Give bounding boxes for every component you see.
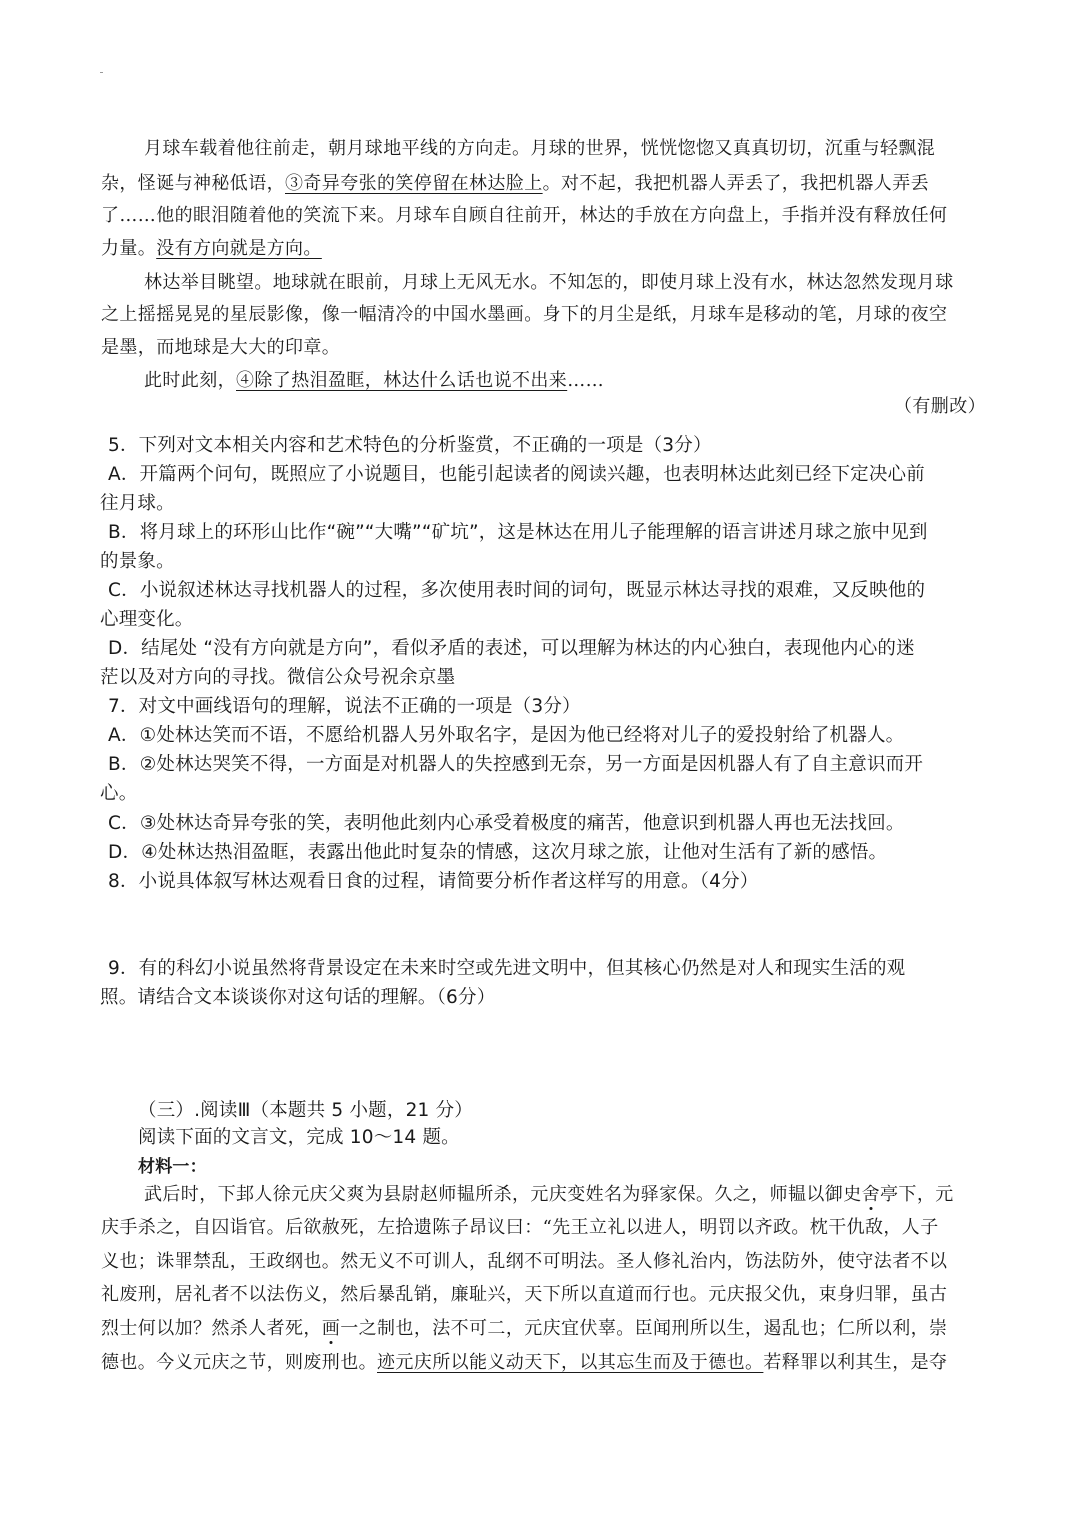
passage-line: 此时此刻，④除了热泪盈眶，林达什么话也说不出来…… bbox=[144, 370, 605, 391]
underlined-sentence-4: ④除了热泪盈眶，林达什么话也说不出来 bbox=[236, 370, 568, 391]
question-7-option-d: D．④处林达热泪盈眶，表露出他此时复杂的情感，这次月球之旅，让他对生活有了新的感悟。 bbox=[108, 842, 888, 863]
passage-line: 林达举目眺望。地球就在眼前，月球上无风无水。不知怎的，即使月球上没有水，林达忽然发现月球 bbox=[144, 272, 954, 293]
question-7-option-b: B．②处林达哭笑不得，一方面是对机器人的失控感到无奈，另一方面是因机器人有了自主意识而开 bbox=[108, 754, 924, 775]
question-7-option-b-cont: 心。 bbox=[100, 783, 138, 804]
passage-line: 是墨，而地球是大大的印章。 bbox=[101, 337, 341, 358]
question-5-option-b-cont: 的景象。 bbox=[100, 551, 175, 572]
question-5-option-c-cont: 心理变化。 bbox=[100, 609, 194, 630]
question-7-stem: 7．对文中画线语句的理解，说法不正确的一项是（3分） bbox=[108, 696, 581, 717]
classical-line: 义也；诛罪禁乱，王政纲也。然无义不可训人，乱纲不可明法。圣人修礼治内，饬法防外，使守法者不以 bbox=[101, 1251, 948, 1272]
classical-line: 德也。今义元庆之节，则废刑也。迹元庆所以能义动天下，以其忘生而及于德也。若释罪以利其生，是夺 bbox=[101, 1352, 948, 1373]
classical-line: 烈士何以加？然杀人者死，画一之制也，法不可二，元庆宜伏辜。臣闻刑所以生，遏乱也；仁所以利，崇 bbox=[101, 1318, 948, 1339]
underlined-sentence: 迹元庆所以能义动天下，以其忘生而及于德也。 bbox=[377, 1352, 764, 1373]
question-7-option-c: C．③处林达奇异夸张的笑，表明他此刻内心承受着极度的痛苦，他意识到机器人再也无法找回。 bbox=[108, 813, 905, 834]
passage-line: 之上摇摇晃晃的星辰影像，像一幅清冷的中国水墨画。身下的月尘是纸，月球车是移动的笔，月球的夜空 bbox=[101, 304, 948, 325]
section-title: （三）.阅读Ⅲ（本题共 5 小题，21 分） bbox=[138, 1100, 473, 1121]
material-label: 材料一： bbox=[138, 1157, 207, 1177]
question-9: 9．有的科幻小说虽然将背景设定在未来时空或先进文明中，但其核心仍然是对人和现实生活的观 bbox=[108, 958, 906, 979]
classical-line: 礼废刑，居礼者不以法伤义，然后暴乱销，廉耻兴，天下所以直道而行也。元庆报父仇，束身归罪，虽古 bbox=[101, 1284, 948, 1305]
question-9-cont: 照。请结合文本谈谈你对这句话的理解。（6分） bbox=[100, 987, 496, 1008]
question-5-option-c: C．小说叙述林达寻找机器人的过程，多次使用表时间的词句，既显示林达寻找的艰难，又反映他的 bbox=[108, 580, 926, 601]
question-7-option-a: A．①处林达笑而不语，不愿给机器人另外取名字，是因为他已经将对儿子的爱投射给了机器人。 bbox=[108, 725, 905, 746]
question-5-option-d-cont: 茫以及对方向的寻找。微信公众号祝余京墨 bbox=[100, 667, 456, 688]
classical-line: 庆手杀之，自囚诣官。后欲赦死，左拾遗陈子昂议曰：“先王立礼以进人，明罚以齐政。枕干仇敌，人子 bbox=[101, 1217, 939, 1238]
passage-line: 月球车载着他往前走，朝月球地平线的方向走。月球的世界，恍恍惚惚又真真切切，沉重与轻飘混 bbox=[144, 138, 936, 159]
question-5-stem: 5．下列对文本相关内容和艺术特色的分析鉴赏，不正确的一项是（3分） bbox=[108, 435, 712, 456]
passage-line: 力量。没有方向就是方向。 bbox=[101, 238, 322, 259]
section-instruction: 阅读下面的文言文，完成 10～14 题。 bbox=[138, 1127, 460, 1148]
underlined-sentence: 没有方向就是方向。 bbox=[156, 238, 322, 259]
question-5-option-a: A．开篇两个问句，既照应了小说题目，也能引起读者的阅读兴趣，也表明林达此刻已经下定决心前 bbox=[108, 464, 925, 485]
underlined-sentence-3: ③奇异夸张的笑停留在林达脸上 bbox=[285, 173, 543, 194]
classical-line: 武后时，下邽人徐元庆父爽为县尉赵师韫所杀，元庆变姓名为驿家保。久之，师韫以御史舍亭下，元 bbox=[144, 1184, 954, 1205]
question-5-option-a-cont: 往月球。 bbox=[100, 493, 175, 514]
question-8: 8．小说具体叙写林达观看日食的过程，请简要分析作者这样写的用意。（4分） bbox=[108, 871, 759, 892]
question-5-option-b: B．将月球上的环形山比作“碗”“大嘴”“矿坑”，这是林达在用儿子能理解的语言讲述月球之旅中见到 bbox=[108, 522, 928, 543]
question-5-option-d: D．结尾处 “没有方向就是方向”，看似矛盾的表述，可以理解为林达的内心独白，表现他内心的迷 bbox=[108, 638, 915, 659]
source-note: （有删改） bbox=[894, 396, 986, 417]
corner-mark bbox=[100, 72, 103, 73]
passage-line: 了……他的眼泪随着他的笑流下来。月球车自顾自往前开，林达的手放在方向盘上，手指并没有释放任何 bbox=[101, 205, 948, 226]
passage-line: 杂，怪诞与神秘低语，③奇异夸张的笑停留在林达脸上。对不起，我把机器人弄丢了，我把机器人弄丢 bbox=[101, 173, 930, 194]
